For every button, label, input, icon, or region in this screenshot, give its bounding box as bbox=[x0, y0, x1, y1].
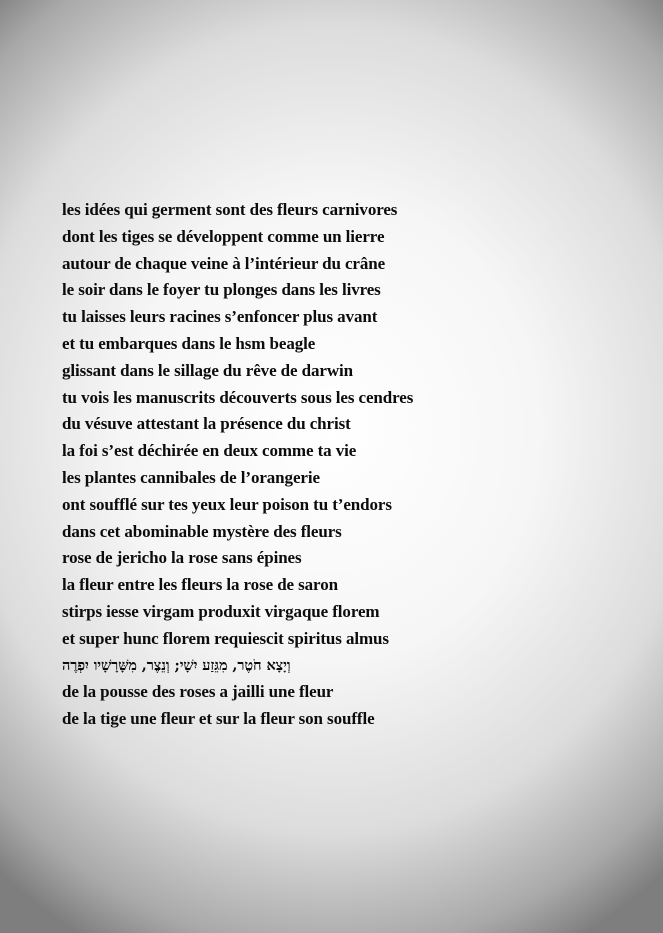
poem-line-12: ont soufflé sur tes yeux leur poison tu t’endors bbox=[62, 494, 392, 514]
poem-line-1: les idées qui germent sont des fleurs carnivores bbox=[62, 200, 398, 219]
poem-line-16: stirps iesse virgam produxit virgaque florem bbox=[62, 601, 380, 621]
poem-line-13: dans cet abominable mystère des fleurs bbox=[62, 521, 342, 541]
poem-line-9: du vésuve attestant la présence du christ bbox=[62, 414, 351, 434]
poem-line-4: le soir dans le foyer tu plonges dans les livres bbox=[62, 280, 381, 300]
poem-line-14: rose de jericho la rose sans épines bbox=[62, 548, 302, 568]
poem-line-7: glissant dans le sillage du rêve de darwin bbox=[62, 360, 353, 380]
poem-line-8: tu vois les manuscrits découverts sous les cendres bbox=[62, 387, 414, 407]
poem-line-19: de la pousse des roses a jailli une fleur bbox=[62, 682, 334, 702]
poem-line-6: et tu embarques dans le hsm beagle bbox=[62, 333, 316, 353]
poem bbox=[62, 197, 482, 733]
poem-line-18-hebrew: וְיָצָא חֹטֶר, מִגֵּזַע יִשָׁי; וְנֵצֶר, מִשָּׁרָשָׁיו יִפְרֶה bbox=[62, 656, 291, 674]
poem-line-2: dont les tiges se développent comme un lierre bbox=[62, 226, 385, 246]
poem-line-17: et super hunc florem requiescit spiritus almus bbox=[62, 628, 389, 648]
poem-line-11: les plantes cannibales de l’orangerie bbox=[62, 467, 320, 487]
poem-line-3: autour de chaque veine à l’intérieur du crâne bbox=[62, 253, 386, 273]
poem-line-10: la foi s’est déchirée en deux comme ta vie bbox=[62, 441, 357, 461]
poem-line-20: de la tige une fleur et sur la fleur son souffle bbox=[62, 709, 375, 729]
poem-line-5: tu laisses leurs racines s’enfoncer plus avant bbox=[62, 307, 378, 327]
poem-line-15: la fleur entre les fleurs la rose de saron bbox=[62, 575, 338, 595]
